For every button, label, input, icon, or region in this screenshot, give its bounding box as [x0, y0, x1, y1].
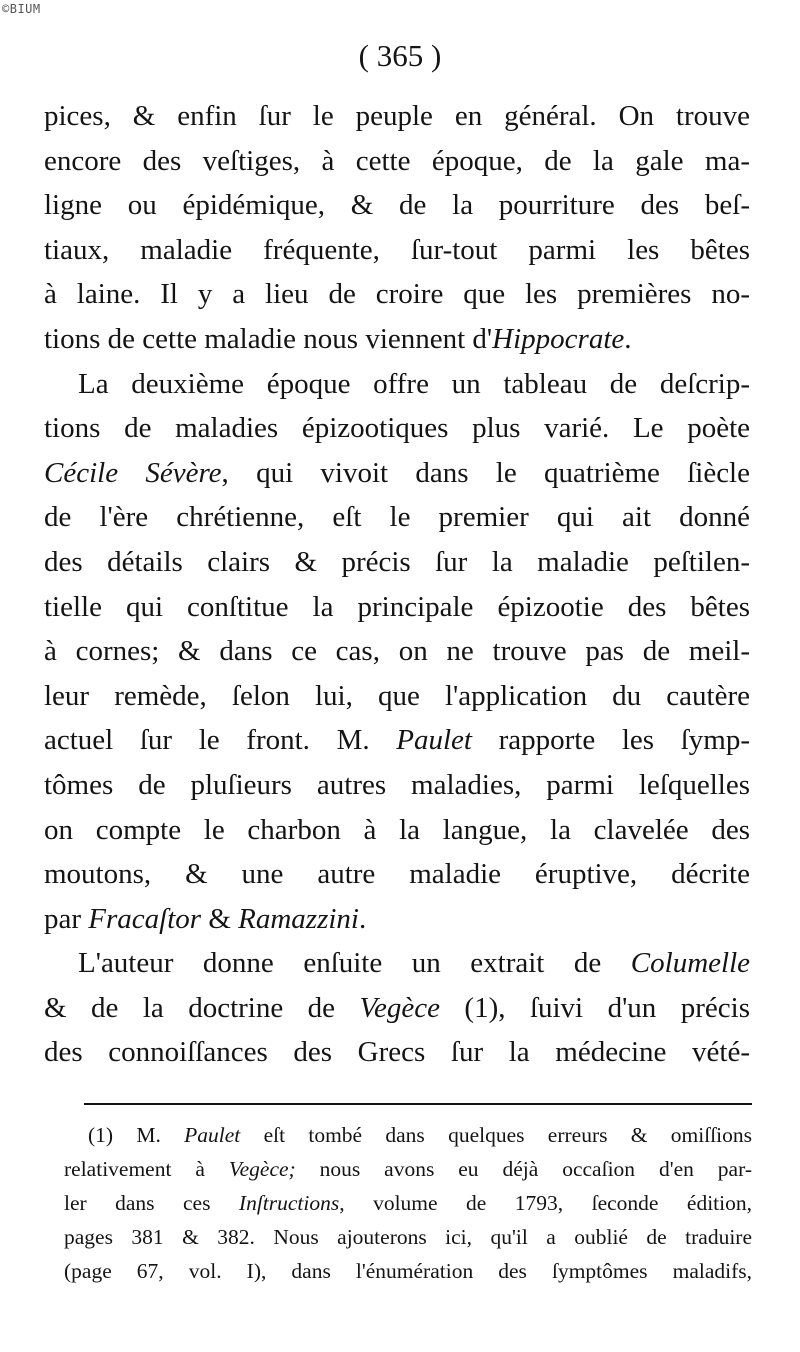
text-line — [44, 1030, 750, 1075]
italic-text: Vegèce; — [228, 1157, 296, 1181]
text-line — [44, 139, 750, 184]
text-line — [44, 317, 750, 362]
footnote-divider — [84, 1103, 752, 1105]
text-line — [44, 362, 750, 407]
text-span: de l'ère chrétienne, eſt le premier qui ait donné — [44, 501, 750, 534]
footnote-line — [64, 1220, 752, 1254]
italic-text: Ramazzini — [238, 902, 359, 935]
text-line — [44, 808, 750, 853]
text-span: actuel ſur le front. M. — [44, 724, 397, 757]
footnote-line — [64, 1186, 752, 1220]
text-span: & — [201, 902, 239, 935]
watermark-text: ©BIUM — [2, 2, 41, 16]
text-span: moutons, & une autre maladie éruptive, décrite — [44, 858, 750, 891]
footnote-line — [64, 1152, 752, 1186]
text-line — [44, 763, 750, 808]
text-line — [44, 406, 750, 451]
text-line — [44, 674, 750, 719]
text-span: eſt tombé dans quelques erreurs & omiſſions — [240, 1123, 753, 1147]
text-line — [44, 272, 750, 317]
text-span: relativement à — [64, 1157, 229, 1181]
text-line — [44, 941, 750, 986]
text-span: , volume de 1793, ſeconde édition, — [339, 1191, 752, 1215]
text-span: nous avons eu déjà occaſion d'en par- — [295, 1157, 752, 1181]
italic-text: Vegèce — [359, 991, 440, 1024]
text-span: tielle qui conſtitue la principale épizootie des bêtes — [44, 590, 750, 623]
text-line — [44, 183, 750, 228]
text-line — [44, 94, 750, 139]
text-span: tions de cette maladie nous viennent d' — [44, 322, 493, 355]
main-text — [44, 94, 750, 1075]
text-line — [44, 897, 750, 942]
text-line — [44, 228, 750, 273]
text-line — [44, 629, 750, 674]
footnote-line — [64, 1118, 752, 1152]
italic-text: Paulet — [396, 724, 472, 757]
text-line — [44, 585, 750, 630]
text-line — [44, 540, 750, 585]
text-span: . — [624, 322, 632, 355]
text-span: tions de maladies épizootiques plus varié. Le poète — [44, 412, 750, 445]
text-span: ligne ou épidémique, & de la pourriture des beſ- — [44, 189, 750, 222]
text-line — [44, 852, 750, 897]
text-span: . — [358, 902, 367, 935]
text-span: ler dans ces — [64, 1191, 239, 1215]
italic-text: Columelle — [630, 947, 750, 980]
text-span: (1) M. — [88, 1123, 185, 1147]
text-span: (1), ſuivi d'un précis — [439, 991, 750, 1024]
italic-text: Cécile Sévère — [44, 456, 222, 489]
text-span: à laine. Il y a lieu de croire que les premières no- — [44, 278, 750, 311]
text-line — [44, 451, 750, 496]
text-span: par — [44, 902, 89, 935]
text-line — [44, 718, 750, 763]
text-span: on compte le charbon à la langue, la clavelée des — [44, 813, 750, 846]
text-span: leur remède, ſelon lui, que l'application du cautère — [44, 679, 750, 712]
text-span: La deuxième époque offre un tableau de deſcrip- — [78, 367, 750, 400]
text-span: (page 67, vol. I), dans l'énumération des ſymptômes maladifs, — [64, 1259, 752, 1283]
page-number: ( 365 ) — [358, 38, 442, 73]
text-span: , qui vivoit dans le quatrième ſiècle — [221, 456, 750, 489]
footnote-line — [64, 1254, 752, 1288]
text-span: à cornes; & dans ce cas, on ne trouve pas de meil- — [44, 635, 750, 668]
text-span: tômes de pluſieurs autres maladies, parmi leſquelles — [44, 768, 750, 801]
text-span: pices, & enfin ſur le peuple en général. On trouve — [44, 100, 750, 132]
footnote — [64, 1118, 752, 1288]
text-line — [44, 986, 750, 1031]
text-span: encore des veſtiges, à cette époque, de la gale ma- — [44, 144, 750, 177]
italic-text: Paulet — [184, 1123, 241, 1147]
text-span: pages 381 & 382. Nous ajouterons ici, qu'il a oublié de traduire — [64, 1225, 752, 1249]
text-span: tiaux, maladie fréquente, ſur-tout parmi les bêtes — [44, 233, 750, 266]
italic-text: Inſtructions — [238, 1191, 340, 1215]
italic-text: Fracaſtor — [88, 902, 202, 935]
text-span: des détails clairs & précis ſur la maladie peſtilen- — [44, 545, 750, 578]
text-span: rapporte les ſymp- — [471, 724, 751, 757]
text-line — [44, 495, 750, 540]
text-span: des connoiſſances des Grecs ſur la médecine vété- — [44, 1036, 750, 1069]
text-span: L'auteur donne enſuite un extrait de — [78, 947, 631, 980]
text-span: & de la doctrine de — [44, 991, 360, 1024]
italic-text: Hippocrate — [492, 322, 625, 355]
